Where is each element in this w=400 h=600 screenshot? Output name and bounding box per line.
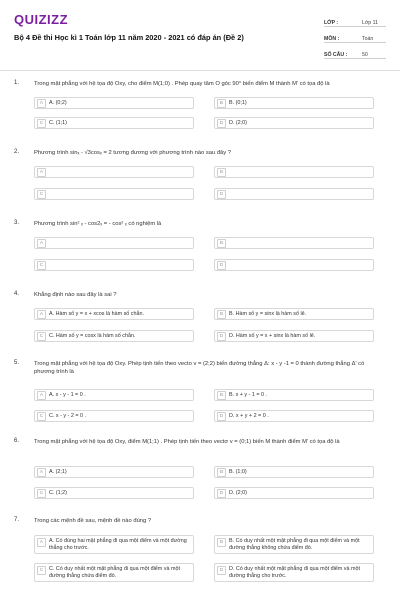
option-key: A [37, 391, 46, 400]
option-c[interactable] [34, 410, 194, 422]
option-key: A [37, 468, 46, 477]
option-c[interactable] [34, 563, 194, 582]
option-b[interactable] [214, 237, 374, 249]
option-a[interactable] [34, 166, 194, 178]
option-text: A. Có đúng hai mặt phẳng đi qua một điểm và một đường thẳng cho trước. [49, 537, 187, 551]
question-number: 1. [14, 80, 20, 86]
option-b[interactable] [214, 389, 374, 401]
meta-label: LỚP : [324, 20, 339, 26]
question-number: 4. [14, 291, 20, 297]
question-text: Trong mặt phẳng với hệ tọa độ Oxy. Phép tịnh tiến theo vecto v = (2;2) biến đường thẳng Δ: x - y -1 = 0 thành đường thẳng Δ' có phương trình là [34, 361, 365, 375]
option-text: B. (0;1) [229, 99, 247, 106]
option-b[interactable] [214, 166, 374, 178]
header-divider [0, 70, 400, 71]
option-key: A [37, 310, 46, 319]
option-a[interactable] [34, 466, 194, 478]
option-d[interactable] [214, 330, 374, 342]
option-key: C [37, 190, 46, 199]
option-key: A [37, 239, 46, 248]
option-text: C. x - y - 2 = 0 . [49, 412, 86, 419]
option-text: D. Hàm số y = x + sinx là hàm số lẻ. [229, 332, 316, 339]
option-text: B. Hàm số y = sinx là hàm số lẻ. [229, 310, 307, 317]
option-key: C [37, 261, 46, 270]
option-text: A. (0;2) [49, 99, 67, 106]
option-c[interactable] [34, 259, 194, 271]
question-text: Trong mặt phẳng với hệ tọa độ Oxy, cho điểm M(1;0) . Phép quay tâm O góc 90° biến điểm M thành M' có tọa độ là [34, 81, 330, 87]
option-text: C. (1;1) [49, 119, 67, 126]
option-text: B. Có duy nhất một mặt phẳng đi qua một điểm và một đường thẳng không chứa điểm đó. [229, 537, 360, 551]
option-text: A. (2;1) [49, 468, 67, 475]
option-key: B [217, 310, 226, 319]
option-a[interactable] [34, 308, 194, 320]
option-key: C [37, 412, 46, 421]
option-b[interactable] [214, 535, 374, 554]
option-d[interactable] [214, 487, 374, 499]
question-number: 7. [14, 517, 20, 523]
question-text: Phương trình sin² ₓ - cos2ₓ = - cos² ₓ có nghiệm là [34, 221, 162, 227]
option-key: C [37, 489, 46, 498]
option-key: A [37, 99, 46, 108]
meta-subject [324, 29, 386, 43]
option-text: A. Hàm số y = x + xcos là hàm số chẵn. [49, 310, 144, 317]
option-key: A [37, 538, 46, 547]
option-key: D [217, 261, 226, 270]
option-text: C. Có duy nhất một mặt phẳng đi qua một điểm và một đường thẳng chứa điểm đó. [49, 565, 180, 579]
option-key: B [217, 239, 226, 248]
question-text: Phương trình sinₓ - √3cosₓ = 2 tương đương với phương trình nào sau đây ? [34, 150, 232, 156]
option-key: D [217, 190, 226, 199]
option-key: B [217, 168, 226, 177]
question-text: Trong mặt phẳng với hệ tọa độ Oxy, điểm M(1;1) . Phép tịnh tiến theo vectơ v = (0;1) biến M thành điểm M' có tọa độ là [34, 439, 340, 445]
option-text: D. (2;0) [229, 489, 247, 496]
option-a[interactable] [34, 97, 194, 109]
option-text: D. (2;0) [229, 119, 247, 126]
option-key: B [217, 538, 226, 547]
option-d[interactable] [214, 563, 374, 582]
option-key: B [217, 99, 226, 108]
meta-box [324, 13, 386, 61]
option-key: D [217, 489, 226, 498]
option-b[interactable] [214, 308, 374, 320]
meta-value: Lớp 11 [362, 20, 378, 26]
worksheet-title: Bộ 4 Đề thi Học kì 1 Toán lớp 11 năm 2020 - 2021 có đáp án (Đề 2) [14, 33, 244, 42]
option-d[interactable] [214, 410, 374, 422]
question-text: Khẳng định nào sau đây là sai ? [34, 292, 117, 298]
meta-count [324, 45, 386, 59]
option-text: B. (1;0) [229, 468, 247, 475]
option-b[interactable] [214, 97, 374, 109]
option-a[interactable] [34, 237, 194, 249]
option-key: C [37, 566, 46, 575]
option-c[interactable] [34, 117, 194, 129]
meta-value: 50 [362, 52, 368, 58]
quizizz-logo: QUIZIZZ [14, 12, 69, 27]
option-key: D [217, 412, 226, 421]
option-key: D [217, 566, 226, 575]
option-c[interactable] [34, 330, 194, 342]
option-text: D. Có duy nhất một mặt phẳng đi qua một điểm và một đường thẳng cho trước. [229, 565, 360, 579]
option-d[interactable] [214, 188, 374, 200]
question-number: 5. [14, 360, 20, 366]
option-key: A [37, 168, 46, 177]
option-text: D. x + y + 2 = 0 . [229, 412, 269, 419]
option-key: D [217, 332, 226, 341]
option-key: B [217, 391, 226, 400]
question-text: Trong các mệnh đề sau, mệnh đề nào đúng ? [34, 518, 152, 524]
option-d[interactable] [214, 117, 374, 129]
option-c[interactable] [34, 487, 194, 499]
option-text: C. (1;2) [49, 489, 67, 496]
question-number: 2. [14, 149, 20, 155]
question-number: 3. [14, 220, 20, 226]
option-text: C. Hàm số y = cosx là hàm số chẵn. [49, 332, 136, 339]
option-text: B. x + y - 1 = 0 . [229, 391, 268, 398]
meta-label: SỐ CÂU : [324, 52, 348, 58]
meta-value: Toán [362, 36, 374, 42]
option-a[interactable] [34, 535, 194, 554]
meta-class [324, 13, 386, 27]
option-d[interactable] [214, 259, 374, 271]
option-text: A. x - y - 1 = 0 . [49, 391, 86, 398]
option-key: C [37, 332, 46, 341]
option-c[interactable] [34, 188, 194, 200]
option-key: D [217, 119, 226, 128]
option-b[interactable] [214, 466, 374, 478]
meta-label: MÔN : [324, 36, 340, 42]
option-a[interactable] [34, 389, 194, 401]
question-number: 6. [14, 438, 20, 444]
option-key: C [37, 119, 46, 128]
worksheet-header [0, 0, 400, 70]
option-key: B [217, 468, 226, 477]
